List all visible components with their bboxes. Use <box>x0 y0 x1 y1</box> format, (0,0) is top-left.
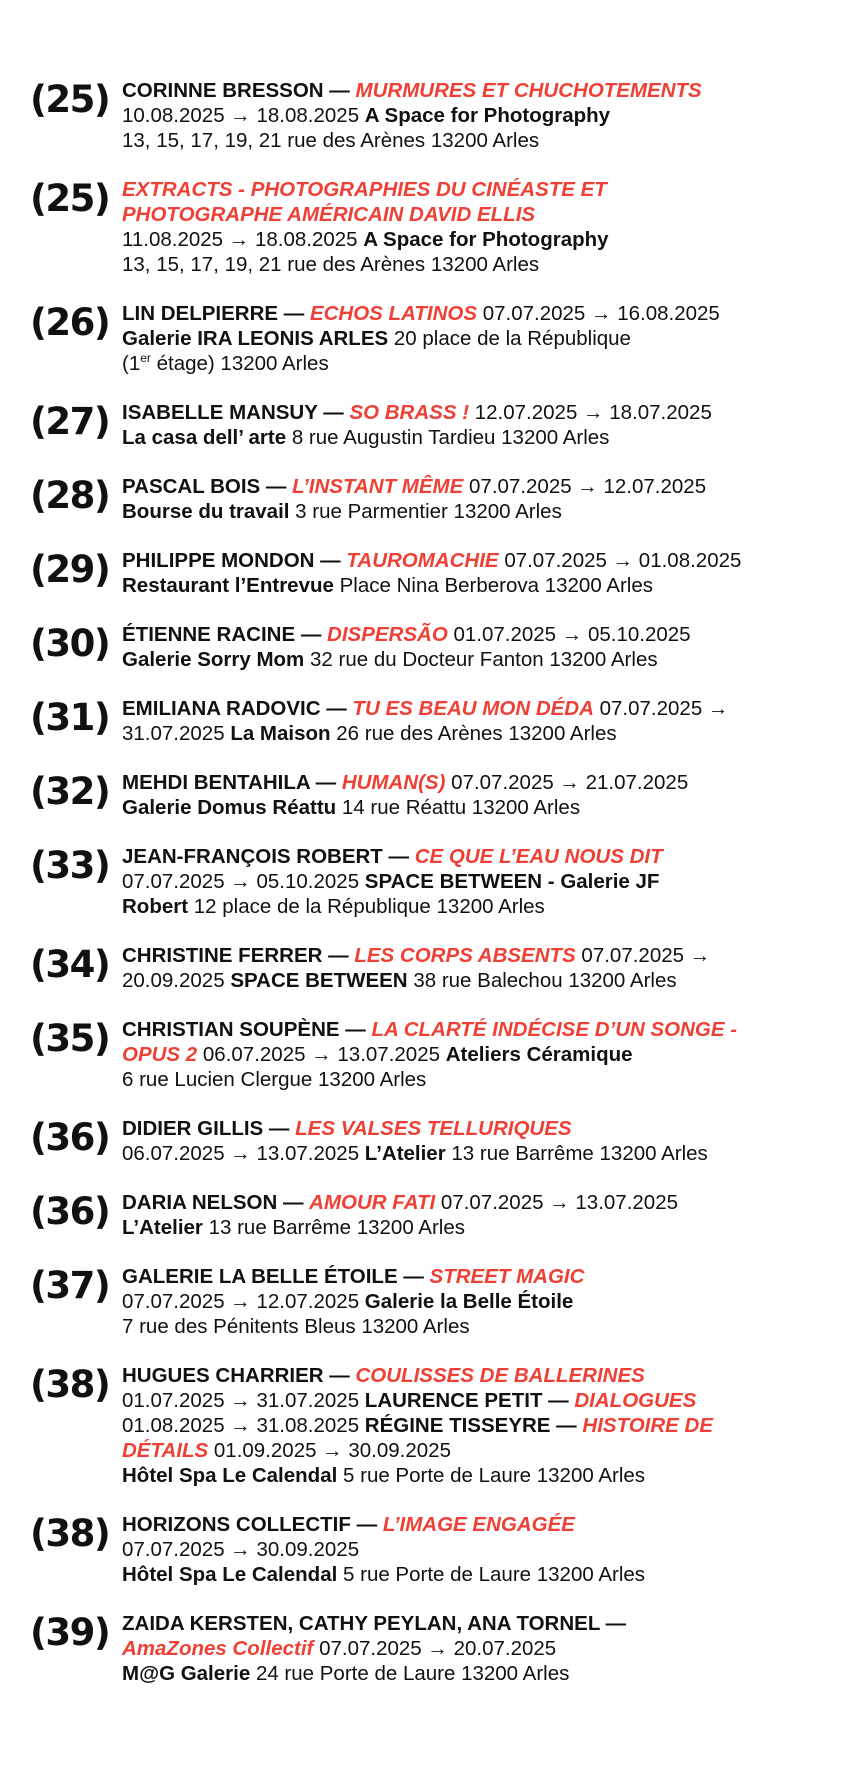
exhibition-dates: 07.07.2025 → 12.07.2025 <box>122 1290 360 1313</box>
venue-name: Restaurant l’Entrevue <box>122 574 334 597</box>
entry-details <box>122 400 830 450</box>
entry-details <box>122 474 830 524</box>
entry-number: (25) <box>30 78 110 121</box>
entry-number: (27) <box>30 400 110 443</box>
exhibition-dates-3: 01.09.2025 → 30.09.2025 <box>213 1439 451 1462</box>
venue-address: 26 rue des Arènes 13200 Arles <box>336 722 617 745</box>
venue-name: L’Atelier <box>122 1216 203 1239</box>
entry-details <box>122 1116 830 1166</box>
venue-name: L’Atelier <box>364 1142 446 1165</box>
listing-entry <box>30 1363 830 1488</box>
listing-entry <box>30 844 830 919</box>
exhibition-title: MURMURES ET CHUCHOTEMENTS <box>355 79 702 102</box>
entry-details <box>122 1512 830 1587</box>
exhibition-dates: 07.07.2025 → 13.07.2025 <box>440 1191 678 1214</box>
listing-entry <box>30 696 830 746</box>
entry-number: (26) <box>30 301 110 344</box>
exhibition-dates: 01.07.2025 → 05.10.2025 <box>453 623 691 646</box>
entry-details <box>122 1611 830 1686</box>
venue-name: A Space for Photography <box>363 228 609 251</box>
exhibition-title: TU ES BEAU MON DÉDA <box>352 697 594 720</box>
artist-name: EMILIANA RADOVIC — <box>122 697 347 720</box>
venue-address: 13, 15, 17, 19, 21 rue des Arènes 13200 Arles <box>122 129 540 152</box>
venue-name: La Maison <box>230 722 331 745</box>
exhibition-dates: 07.07.2025 → <box>599 697 729 720</box>
venue-address: 20 place de la République <box>393 327 631 350</box>
exhibition-title: L’IMAGE ENGAGÉE <box>382 1513 575 1536</box>
floor-suffix: étage) 13200 Arles <box>150 352 329 375</box>
artist-name: ÉTIENNE RACINE — <box>122 623 322 646</box>
exhibition-title: AmaZones Collectif <box>122 1637 314 1660</box>
venue-address: 13, 15, 17, 19, 21 rue des Arènes 13200 Arles <box>122 253 540 276</box>
exhibition-title: EXTRACTS - PHOTOGRAPHIES DU CINÉASTE ET <box>122 178 607 201</box>
entry-number: (25) <box>30 177 110 220</box>
artist-name: PASCAL BOIS — <box>122 475 287 498</box>
artist-name: CHRISTINE FERRER — <box>122 944 349 967</box>
venue-name: A Space for Photography <box>364 104 611 127</box>
entry-details <box>122 1017 830 1092</box>
venue-address: 38 rue Balechou 13200 Arles <box>413 969 677 992</box>
artist-name-2: LAURENCE PETIT — <box>364 1389 569 1412</box>
artist-name: HUGUES CHARRIER — <box>122 1364 350 1387</box>
artist-name: ISABELLE MANSUY — <box>122 401 344 424</box>
exhibition-dates: 07.07.2025 → 21.07.2025 <box>451 771 689 794</box>
entry-details <box>122 1190 830 1240</box>
exhibition-dates: 11.08.2025 → 18.08.2025 <box>122 228 358 251</box>
exhibition-dates: 07.07.2025 → 05.10.2025 <box>122 870 360 893</box>
exhibition-title: STREET MAGIC <box>429 1265 585 1288</box>
entry-details <box>122 78 830 153</box>
venue-address: 24 rue Porte de Laure 13200 Arles <box>255 1662 570 1685</box>
venue-name: Galerie IRA LEONIS ARLES <box>122 327 389 350</box>
artist-name: JEAN-FRANÇOIS ROBERT — <box>122 845 410 868</box>
exhibition-dates: 06.07.2025 → 13.07.2025 <box>122 1142 360 1165</box>
entry-number: (38) <box>30 1512 110 1555</box>
entry-number: (32) <box>30 770 110 813</box>
venue-name: M@G Galerie <box>122 1662 251 1685</box>
entry-details <box>122 301 830 376</box>
exhibition-title: DISPERSÃO <box>327 623 448 646</box>
exhibition-dates-2: 01.08.2025 → 31.08.2025 <box>122 1414 360 1437</box>
exhibition-dates: 10.08.2025 → 18.08.2025 <box>122 104 360 127</box>
exhibition-title: LES CORPS ABSENTS <box>354 944 576 967</box>
exhibition-title: AMOUR FATI <box>309 1191 436 1214</box>
exhibition-dates: 07.07.2025 → <box>581 944 711 967</box>
artist-name: DARIA NELSON — <box>122 1191 304 1214</box>
venue-name: Hôtel Spa Le Calendal <box>122 1464 338 1487</box>
exhibition-title-2: DIALOGUES <box>574 1389 697 1412</box>
floor-ordinal: er <box>140 351 151 366</box>
venue-name: SPACE BETWEEN <box>230 969 408 992</box>
entry-details <box>122 770 830 820</box>
exhibition-title-3: HISTOIRE DE <box>582 1414 714 1437</box>
listing-entry <box>30 400 830 450</box>
listing-entry <box>30 1512 830 1587</box>
entry-number: (31) <box>30 696 110 739</box>
entry-details <box>122 177 830 277</box>
exhibition-dates: 07.07.2025 → 30.09.2025 <box>122 1538 360 1561</box>
artist-name: DIDIER GILLIS — <box>122 1117 290 1140</box>
venue-name: Ateliers Céramique <box>445 1043 633 1066</box>
venue-address: 12 place de la République 13200 Arles <box>193 895 545 918</box>
exhibition-dates: 12.07.2025 → 18.07.2025 <box>474 401 712 424</box>
entry-details <box>122 1363 830 1488</box>
entry-number: (36) <box>30 1190 110 1233</box>
entry-number: (36) <box>30 1116 110 1159</box>
venue-name: Galerie la Belle Étoile <box>364 1290 574 1313</box>
artist-name: MEHDI BENTAHILA — <box>122 771 337 794</box>
listing-entry <box>30 1116 830 1166</box>
listing-entry <box>30 1264 830 1339</box>
exhibition-title-3-continued: DÉTAILS <box>122 1439 209 1462</box>
venue-address: 14 rue Réattu 13200 Arles <box>341 796 581 819</box>
listing-entry <box>30 474 830 524</box>
venue-name: Galerie Domus Réattu <box>122 796 337 819</box>
exhibition-dates-end: 31.07.2025 <box>122 722 225 745</box>
artist-name: GALERIE LA BELLE ÉTOILE — <box>122 1265 424 1288</box>
listing-entry <box>30 301 830 376</box>
venue-address: 32 rue du Docteur Fanton 13200 Arles <box>310 648 658 671</box>
venue-address: 3 rue Parmentier 13200 Arles <box>295 500 562 523</box>
entry-details <box>122 844 830 919</box>
entry-number: (30) <box>30 622 110 665</box>
exhibition-dates: 07.07.2025 → 01.08.2025 <box>504 549 742 572</box>
listing-entry <box>30 548 830 598</box>
exhibition-dates: 06.07.2025 → 13.07.2025 <box>202 1043 440 1066</box>
artist-name-3: RÉGINE TISSEYRE — <box>364 1414 577 1437</box>
venue-address: 13 rue Barrême 13200 Arles <box>451 1142 708 1165</box>
listing-entry <box>30 770 830 820</box>
venue-address: 8 rue Augustin Tardieu 13200 Arles <box>291 426 610 449</box>
exhibition-title: TAUROMACHIE <box>346 549 499 572</box>
venue-name: Galerie Sorry Mom <box>122 648 305 671</box>
artist-name: PHILIPPE MONDON — <box>122 549 341 572</box>
entry-number: (37) <box>30 1264 110 1307</box>
listing-entry <box>30 943 830 993</box>
entry-details <box>122 548 830 598</box>
exhibition-title: HUMAN(S) <box>341 771 446 794</box>
entry-details <box>122 622 830 672</box>
exhibition-title: LES VALSES TELLURIQUES <box>295 1117 572 1140</box>
exhibition-title: CE QUE L’EAU NOUS DIT <box>414 845 663 868</box>
venue-address: 13 rue Barrême 13200 Arles <box>208 1216 465 1239</box>
artist-name: CORINNE BRESSON — <box>122 79 350 102</box>
entry-number: (33) <box>30 844 110 887</box>
entry-number: (38) <box>30 1363 110 1406</box>
listing-entry <box>30 78 830 153</box>
exhibition-dates: 07.07.2025 → 20.07.2025 <box>319 1637 557 1660</box>
listing-entry <box>30 1190 830 1240</box>
venue-name: Hôtel Spa Le Calendal <box>122 1563 338 1586</box>
listing-entry <box>30 622 830 672</box>
venue-address-continued <box>122 351 830 376</box>
exhibition-dates: 07.07.2025 → 16.08.2025 <box>482 302 720 325</box>
entry-details <box>122 696 830 746</box>
artist-name: ZAIDA KERSTEN, CATHY PEYLAN, ANA TORNEL — <box>122 1612 627 1635</box>
entry-number: (34) <box>30 943 110 986</box>
venue-name-continued: Robert <box>122 895 189 918</box>
venue-name: Bourse du travail <box>122 500 290 523</box>
entry-number: (39) <box>30 1611 110 1654</box>
exhibition-title: LA CLARTÉ INDÉCISE D’UN SONGE - <box>371 1018 738 1041</box>
entry-number: (35) <box>30 1017 110 1060</box>
entry-details <box>122 1264 830 1339</box>
artist-name: LIN DELPIERRE — <box>122 302 305 325</box>
venue-name: SPACE BETWEEN - Galerie JF <box>364 870 660 893</box>
entry-details <box>122 943 830 993</box>
entry-number: (29) <box>30 548 110 591</box>
exhibition-title-continued: OPUS 2 <box>122 1043 198 1066</box>
listing-entry <box>30 1017 830 1092</box>
artist-name: HORIZONS COLLECTIF — <box>122 1513 378 1536</box>
venue-address: 7 rue des Pénitents Bleus 13200 Arles <box>122 1315 470 1338</box>
exhibition-title: ECHOS LATINOS <box>309 302 477 325</box>
venue-address: 5 rue Porte de Laure 13200 Arles <box>343 1563 646 1586</box>
listing-entry <box>30 1611 830 1686</box>
venue-address: 5 rue Porte de Laure 13200 Arles <box>343 1464 646 1487</box>
exhibition-dates-end: 20.09.2025 <box>122 969 225 992</box>
venue-name: La casa dell’ arte <box>122 426 287 449</box>
venue-address: 6 rue Lucien Clergue 13200 Arles <box>122 1068 427 1091</box>
artist-name: CHRISTIAN SOUPÈNE — <box>122 1018 366 1041</box>
venue-address: Place Nina Berberova 13200 Arles <box>339 574 653 597</box>
listing-entry <box>30 177 830 277</box>
exhibition-title: SO BRASS ! <box>349 401 470 424</box>
exhibition-dates: 01.07.2025 → 31.07.2025 <box>122 1389 360 1412</box>
exhibition-title: L’INSTANT MÊME <box>292 475 464 498</box>
exhibition-title-continued: PHOTOGRAPHE AMÉRICAIN DAVID ELLIS <box>122 203 536 226</box>
entry-number: (28) <box>30 474 110 517</box>
floor-prefix: (1 <box>122 352 141 375</box>
exhibition-dates: 07.07.2025 → 12.07.2025 <box>469 475 707 498</box>
exhibition-title: COULISSES DE BALLERINES <box>355 1364 645 1387</box>
